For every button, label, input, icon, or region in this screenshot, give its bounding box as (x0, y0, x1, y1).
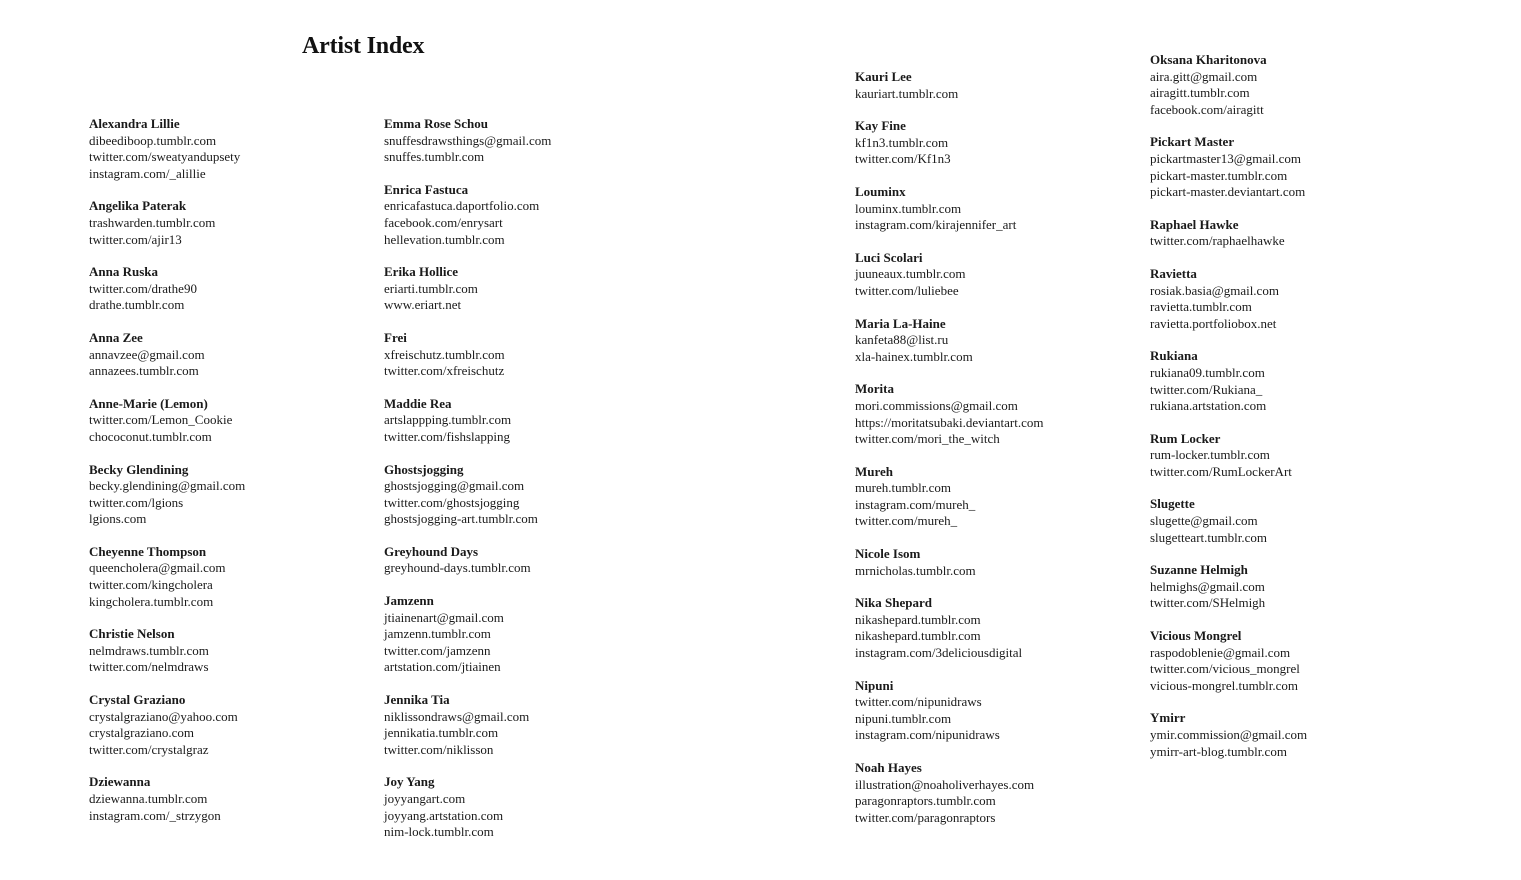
artist-link[interactable]: slugetteart.tumblr.com (1150, 529, 1267, 545)
artist-name: Emma Rose Schou (384, 116, 489, 131)
artist-entry (1150, 628, 1440, 694)
artist-entry (1150, 562, 1440, 612)
artist-link[interactable]: pickart-master.deviantart.com (1150, 184, 1306, 200)
artist-link[interactable]: aira.gitt@gmail.com (1150, 68, 1258, 84)
artist-link[interactable]: ymirr-art-blog.tumblr.com (1150, 743, 1287, 759)
artist-entry (384, 396, 674, 446)
artist-entry (1150, 134, 1440, 200)
artist-link[interactable]: twitter.com/sweatyandupsety (89, 149, 241, 165)
artist-name: Frei (384, 329, 407, 345)
artist-entry (1150, 52, 1440, 118)
artist-name: Alexandra Lillie (89, 116, 180, 131)
artist-entry (855, 250, 1145, 300)
artist-link[interactable]: joyyang.artstation.com (384, 807, 504, 823)
artist-name: Mureh (855, 463, 894, 479)
artist-name: Kay Fine (855, 118, 906, 134)
artist-name: Crystal Graziano (89, 692, 186, 708)
artist-link[interactable]: twitter.com/nelmdraws (89, 659, 209, 675)
artist-link[interactable]: crystalgraziano@yahoo.com (89, 708, 238, 724)
artist-link[interactable]: nim-lock.tumblr.com (384, 824, 494, 840)
artist-column-2 (384, 116, 674, 857)
artist-link[interactable]: twitter.com/niklisson (384, 741, 494, 757)
artist-link[interactable]: twitter.com/Lemon_Cookie (89, 412, 233, 428)
artist-entry (384, 593, 674, 676)
artist-link[interactable]: helmighs@gmail.com (1150, 578, 1265, 594)
artist-entry (89, 692, 379, 758)
artist-link[interactable]: jamzenn.tumblr.com (384, 626, 491, 642)
artist-link[interactable]: greyhound-days.tumblr.com (384, 560, 531, 576)
artist-link[interactable]: juuneaux.tumblr.com (855, 266, 966, 282)
artist-link[interactable]: facebook.com/airagitt (1150, 101, 1264, 117)
artist-link[interactable]: twitter.com/crystalgraz (89, 741, 209, 757)
artist-name: Ghostsjogging (384, 461, 464, 477)
artist-entry (855, 316, 1145, 366)
artist-entry (384, 330, 674, 380)
artist-name: Cheyenne Thompson (89, 543, 207, 559)
artist-name: Nicole Isom (855, 546, 921, 562)
artist-link[interactable]: mori.commissions@gmail.com (855, 397, 1018, 413)
artist-name: Suzanne Helmigh (1150, 562, 1248, 578)
artist-link[interactable]: pickartmaster13@gmail.com (1150, 150, 1301, 166)
artist-entry (1150, 348, 1440, 414)
artist-link[interactable]: louminx.tumblr.com (855, 200, 962, 216)
artist-entry (855, 118, 1145, 168)
artist-link[interactable]: ymir.commission@gmail.com (1150, 727, 1308, 742)
artist-name: Ravietta (1150, 265, 1197, 281)
artist-entry (89, 774, 379, 824)
artist-name: Maddie Rea (384, 395, 452, 411)
artist-name: Anna Ruska (89, 264, 159, 280)
artist-link[interactable]: chococonut.tumblr.com (89, 428, 212, 444)
artist-entry (855, 69, 1145, 102)
artist-name: Louminx (855, 183, 906, 199)
artist-name: Slugette (1150, 496, 1195, 512)
artist-entry (1150, 431, 1440, 481)
artist-link[interactable]: enricafastuca.daportfolio.com (384, 198, 540, 214)
artist-entry (89, 462, 379, 528)
artist-link[interactable]: pickart-master.tumblr.com (1150, 167, 1288, 183)
artist-link[interactable]: hellevation.tumblr.com (384, 231, 505, 247)
artist-link[interactable]: vicious-mongrel.tumblr.com (1150, 677, 1299, 693)
artist-link[interactable]: joyyangart.com (384, 791, 466, 806)
artist-name: Erika Hollice (384, 264, 459, 280)
artist-link[interactable]: rosiak.basia@gmail.com (1150, 282, 1279, 298)
artist-link[interactable]: rum-locker.tumblr.com (1150, 447, 1270, 463)
artist-entry (855, 546, 1145, 579)
artist-link[interactable]: twitter.com/ajir13 (89, 231, 182, 247)
artist-link[interactable]: twitter.com/mori_the_witch (855, 431, 1000, 447)
artist-link[interactable]: mrnicholas.tumblr.com (855, 562, 976, 578)
artist-link[interactable]: twitter.com/kingcholera (89, 577, 213, 593)
artist-entry (89, 626, 379, 676)
artist-link[interactable]: queencholera@gmail.com (89, 560, 226, 576)
artist-link[interactable]: artstation.com/jtiainen (384, 659, 501, 675)
artist-link[interactable]: rukiana09.tumblr.com (1150, 364, 1265, 380)
artist-name: Anna Zee (89, 329, 143, 345)
artist-link[interactable]: slugette@gmail.com (1150, 513, 1258, 529)
artist-link[interactable]: twitter.com/paragonraptors (855, 809, 996, 825)
artist-link[interactable]: twitter.com/mureh_ (855, 513, 958, 529)
artist-link[interactable]: instagram.com/_strzygon (89, 807, 221, 823)
artist-name: Nika Shepard (855, 595, 932, 611)
artist-link[interactable]: twitter.com/lgions (89, 494, 184, 510)
artist-link[interactable]: instagram.com/nipunidraws (855, 727, 1000, 743)
artist-name: Rum Locker (1150, 430, 1221, 446)
artist-entry (1150, 217, 1440, 250)
artist-name: Nipuni (855, 677, 894, 693)
artist-name: Jamzenn (384, 593, 434, 609)
artist-entry (1150, 266, 1440, 332)
artist-entry (855, 464, 1145, 530)
artist-name: Raphael Hawke (1150, 216, 1239, 232)
artist-entry (89, 198, 379, 248)
artist-entry (384, 116, 674, 166)
artist-entry (384, 264, 674, 314)
artist-link[interactable]: crystalgraziano.com (89, 725, 195, 741)
artist-column-3 (855, 69, 1145, 842)
artist-entry (855, 381, 1145, 447)
artist-link[interactable]: instagram.com/kirajennifer_art (855, 217, 1017, 233)
artist-entry (89, 544, 379, 610)
artist-entry (384, 544, 674, 577)
artist-name: Dziewanna (89, 774, 151, 790)
artist-link[interactable]: nikashepard.tumblr.com (855, 611, 981, 627)
artist-link[interactable]: mureh.tumblr.com (855, 480, 952, 496)
artist-link[interactable]: twitter.com/Kf1n3 (855, 151, 951, 167)
artist-entry (1150, 496, 1440, 546)
artist-link[interactable]: rukiana.artstation.com (1150, 398, 1267, 414)
artist-link[interactable]: eriarti.tumblr.com (384, 280, 478, 296)
artist-entry (384, 462, 674, 528)
artist-name: Luci Scolari (855, 249, 923, 265)
artist-link[interactable]: kingcholera.tumblr.com (89, 593, 214, 609)
artist-link[interactable]: illustration@noaholiverhayes.com (855, 776, 1035, 792)
artist-name: Jennika Tia (384, 692, 450, 708)
artist-link[interactable]: kauriart.tumblr.com (855, 85, 959, 101)
artist-link[interactable]: twitter.com/nipunidraws (855, 694, 982, 710)
artist-entry (855, 678, 1145, 744)
artist-link[interactable]: snuffesdrawsthings@gmail.com (384, 132, 552, 148)
artist-entry (89, 396, 379, 446)
artist-link[interactable]: nelmdraws.tumblr.com (89, 642, 209, 658)
artist-link[interactable]: https://moritatsubaki.deviantart.com (855, 414, 1044, 430)
artist-name: Anne-Marie (Lemon) (89, 395, 208, 411)
artist-link[interactable]: twitter.com/RumLockerArt (1150, 463, 1292, 479)
artist-link[interactable]: twitter.com/luliebee (855, 282, 959, 298)
artist-link[interactable]: xfreischutz.tumblr.com (384, 346, 505, 362)
page-title: Artist Index (302, 33, 425, 59)
artist-link[interactable]: nipuni.tumblr.com (855, 710, 952, 726)
artist-column-4 (1150, 52, 1440, 776)
artist-link[interactable]: nikashepard.tumblr.com (855, 628, 981, 644)
artist-link[interactable]: annazees.tumblr.com (89, 363, 199, 379)
artist-link[interactable]: airagitt.tumblr.com (1150, 85, 1250, 101)
artist-link[interactable]: twitter.com/Rukiana_ (1150, 381, 1263, 397)
artist-entry (855, 760, 1145, 826)
artist-name: Joy Yang (384, 774, 435, 790)
artist-link[interactable]: annavzee@gmail.com (89, 346, 205, 362)
artist-name: Enrica Fastuca (384, 181, 469, 197)
artist-link[interactable]: drathe.tumblr.com (89, 297, 185, 313)
artist-name: Morita (855, 381, 894, 397)
artist-link[interactable]: jtiainenart@gmail.com (384, 609, 504, 625)
artist-entry (89, 330, 379, 380)
artist-link[interactable]: artslappping.tumblr.com (384, 412, 512, 428)
artist-entry (384, 182, 674, 248)
artist-link[interactable]: dibeediboop.tumblr.com (89, 132, 217, 148)
artist-link[interactable]: instagram.com/_alillie (89, 165, 206, 181)
artist-entry (89, 116, 379, 182)
artist-name: Angelika Paterak (89, 198, 187, 214)
artist-link[interactable]: ravietta.tumblr.com (1150, 299, 1252, 315)
artist-name: Greyhound Days (384, 543, 479, 559)
artist-link[interactable]: snuffes.tumblr.com (384, 149, 485, 165)
artist-name: Ymirr (1150, 710, 1186, 726)
artist-link[interactable]: www.eriart.net (384, 297, 462, 313)
artist-link[interactable]: becky.glendining@gmail.com (89, 478, 246, 494)
artist-link[interactable]: twitter.com/ghostsjogging (384, 494, 520, 510)
artist-entry (384, 774, 674, 840)
artist-entry (384, 692, 674, 758)
artist-name: Maria La-Haine (855, 315, 946, 331)
artist-name: Oksana Kharitonova (1150, 52, 1267, 67)
artist-name: Vicious Mongrel (1150, 628, 1242, 644)
artist-column-1 (89, 116, 379, 840)
artist-link[interactable]: twitter.com/drathe90 (89, 280, 197, 296)
artist-link[interactable]: ghostsjogging-art.tumblr.com (384, 511, 538, 527)
artist-link[interactable]: ravietta.portfoliobox.net (1150, 315, 1277, 331)
artist-entry (1150, 710, 1440, 760)
artist-entry (855, 184, 1145, 234)
artist-link[interactable]: twitter.com/vicious_mongrel (1150, 661, 1300, 677)
artist-name: Becky Glendining (89, 461, 189, 477)
artist-name: Pickart Master (1150, 134, 1235, 150)
artist-link[interactable]: kanfeta88@list.ru (855, 332, 949, 348)
artist-link[interactable]: twitter.com/jamzenn (384, 642, 491, 658)
artist-link[interactable]: facebook.com/enrysart (384, 214, 503, 230)
artist-link[interactable]: twitter.com/xfreischutz (384, 363, 505, 379)
artist-name: Christie Nelson (89, 626, 175, 642)
artist-link[interactable]: paragonraptors.tumblr.com (855, 793, 996, 809)
artist-link[interactable]: xla-hainex.tumblr.com (855, 348, 973, 364)
artist-name: Noah Hayes (855, 760, 922, 775)
artist-link[interactable]: niklissondraws@gmail.com (384, 708, 530, 724)
artist-link[interactable]: instagram.com/mureh_ (855, 496, 976, 512)
artist-name: Rukiana (1150, 348, 1198, 364)
artist-link[interactable]: trashwarden.tumblr.com (89, 214, 216, 230)
artist-entry (89, 264, 379, 314)
artist-link[interactable]: raspodoblenie@gmail.com (1150, 644, 1291, 660)
artist-link[interactable]: twitter.com/SHelmigh (1150, 595, 1266, 611)
artist-entry (855, 595, 1145, 661)
artist-name: Kauri Lee (855, 69, 912, 84)
artist-link[interactable]: instagram.com/3deliciousdigital (855, 645, 1023, 661)
artist-link[interactable]: dziewanna.tumblr.com (89, 791, 208, 806)
artist-link[interactable]: twitter.com/fishslapping (384, 428, 511, 444)
artist-link[interactable]: ghostsjogging@gmail.com (384, 478, 525, 494)
artist-link[interactable]: twitter.com/raphaelhawke (1150, 233, 1285, 249)
artist-link[interactable]: kf1n3.tumblr.com (855, 134, 949, 150)
artist-link[interactable]: lgions.com (89, 511, 147, 527)
artist-link[interactable]: jennikatia.tumblr.com (384, 725, 499, 741)
